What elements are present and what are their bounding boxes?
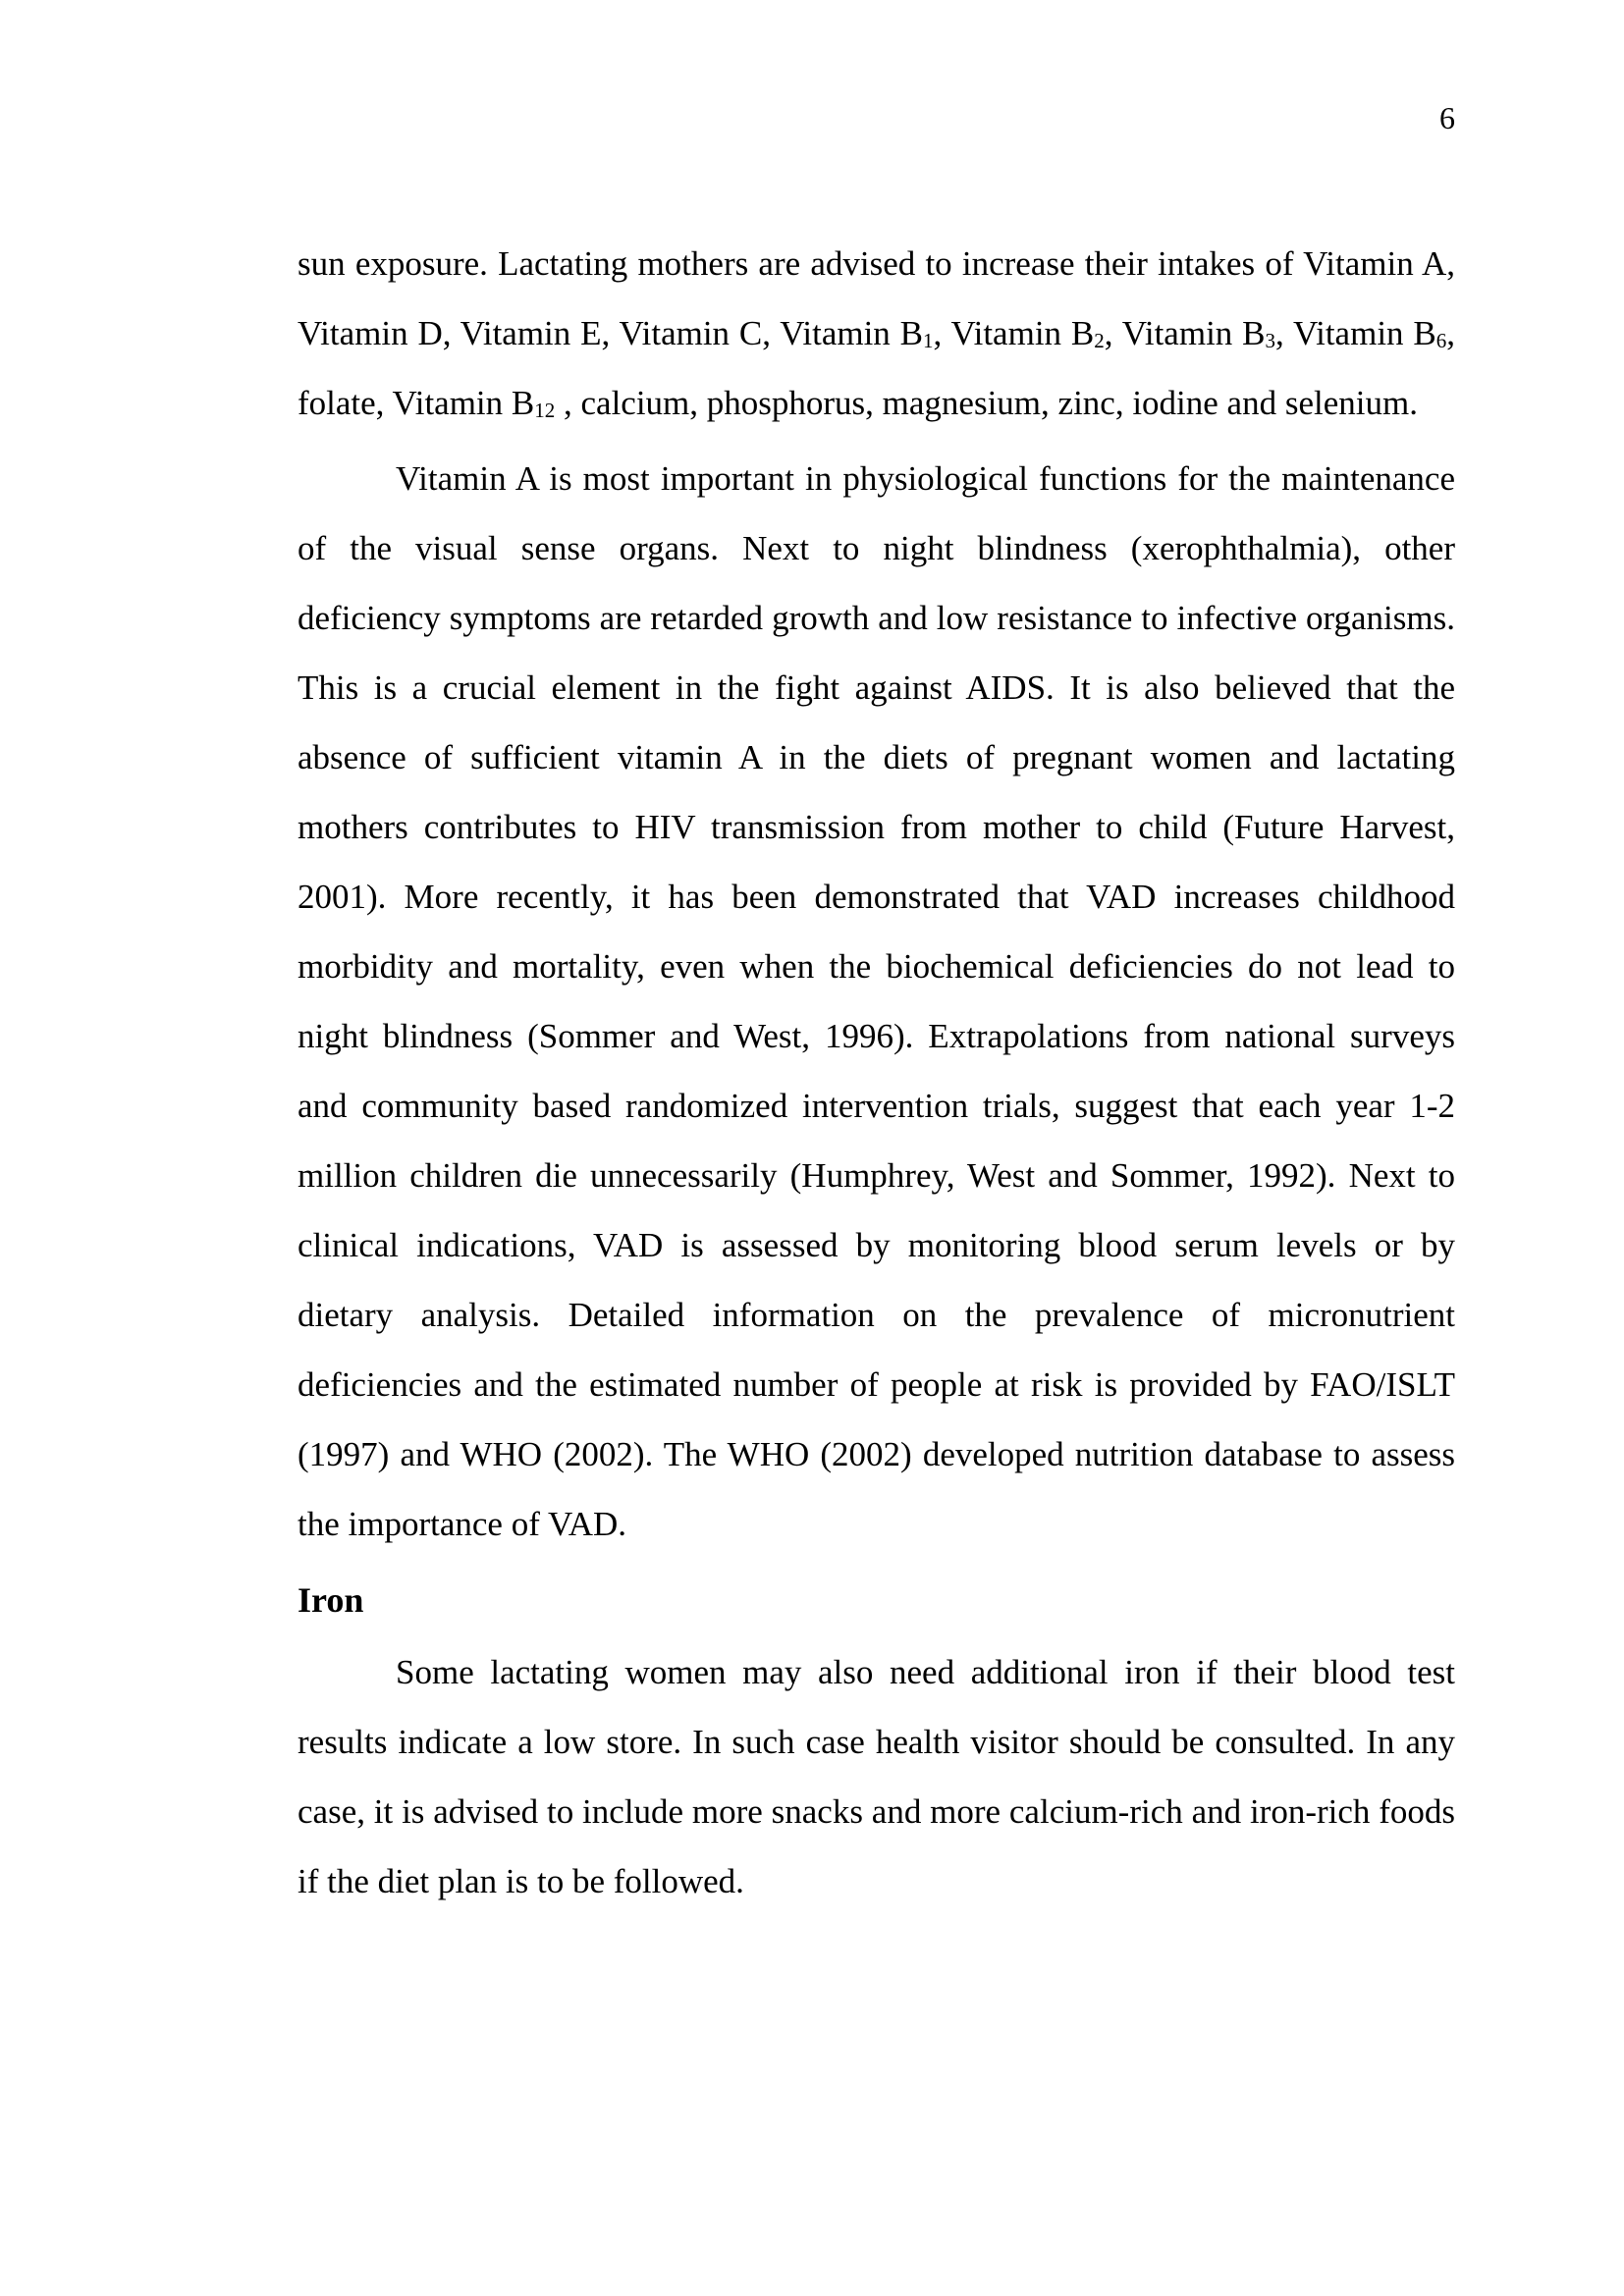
paragraph-vitamin-a: Vitamin A is most important in physiological functions for the maintenance of the visual sense organs. Next to night blindness (xerophthalmia), other deficiency symptoms are retarded growth and low resistance to infective organisms. This is a crucial element in the fight against AIDS. It is also believed that the absence of sufficient vitamin A in the diets of pregnant women and lactating mothers contributes to HIV transmission from mother to child (Future Harvest, 2001). More recently, it has been demonstrated that VAD increases childhood morbidity and mortality, even when the biochemical deficiencies do not lead to night blindness (Sommer and West, 1996). Extrapolations from national surveys and community based randomized intervention trials, suggest that each year 1-2 million children die unnecessarily (Humphrey, West and Sommer, 1992). Next to clinical indications, VAD is assessed by monitoring blood serum levels or by dietary analysis. Detailed information on the prevalence of micronutrient deficiencies and the estimated number of people at risk is provided by FAO/ISLT (1997) and WHO (2002). The WHO (2002) developed nutrition database to assess the importance of VAD.	[298, 459, 1455, 1543]
paragraph-vitamin-intake	[298, 229, 1455, 438]
subscript: 12	[534, 399, 556, 423]
paragraph-text: sun exposure. Lactating mothers are advised to increase their intakes of Vitamin A, Vitamin D, Vitamin E, Vitamin C, Vitamin B	[298, 244, 1455, 352]
page-number: 6	[1439, 100, 1455, 135]
subscript: 2	[1094, 329, 1105, 353]
section-heading-iron: Iron	[298, 1580, 364, 1620]
subscript: 1	[922, 329, 934, 353]
document-body	[298, 232, 1455, 1916]
paragraph-text: , Vitamin B	[933, 314, 1095, 352]
subscript: 3	[1265, 329, 1275, 353]
paragraph-iron: Some lactating women may also need additional iron if their blood test results indicate a low store. In such case health visitor should be consulted. In any case, it is advised to include more snacks and more calcium-rich and iron-rich foods if the diet plan is to be followed.	[298, 1653, 1455, 1900]
paragraph-text: , folate, Vitamin B	[298, 314, 1455, 422]
paragraph-text: , calcium, phosphorus, magnesium, zinc, iodine and selenium.	[555, 384, 1418, 422]
paragraph-text: , Vitamin B	[1274, 314, 1436, 352]
paragraph-text: , Vitamin B	[1104, 314, 1266, 352]
subscript: 6	[1435, 329, 1447, 353]
